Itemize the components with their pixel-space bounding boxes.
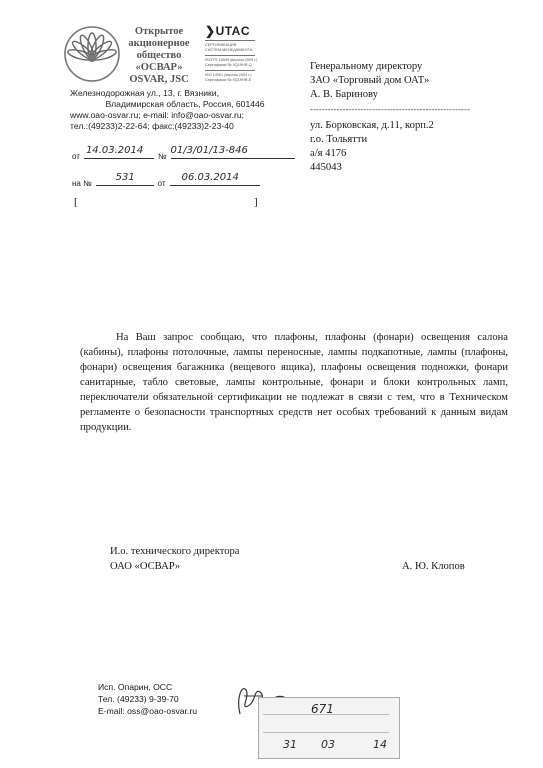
company-name-line: «ОСВАР»	[135, 62, 183, 73]
company-name-line: общество	[136, 50, 182, 61]
footer-email: E-mail: oss@oao-osvar.ru	[98, 706, 197, 716]
recipient-postcode: 445043	[310, 162, 342, 173]
divider	[205, 55, 255, 56]
divider	[263, 732, 389, 733]
footer-contact	[98, 681, 197, 717]
recipient-line: Генеральному директору	[310, 61, 423, 72]
reference-date: 06.03.2014	[181, 172, 239, 183]
sender-web-email: www.oao-osvar.ru; e-mail: info@oao-osvar.ru;	[70, 110, 244, 120]
recipient-address-line: а/я 4176	[310, 148, 347, 159]
sender-address-line: Железнодорожная ул., 13, г. Вязники,	[70, 88, 219, 98]
stamp-day: 31	[283, 738, 297, 751]
outgoing-registration	[72, 146, 302, 164]
signature-title	[110, 544, 240, 574]
recipient-line: А. В. Баринову	[310, 89, 378, 100]
divider	[205, 70, 255, 71]
signature-title-line: И.о. технического директора	[110, 546, 240, 557]
stamp-year: 14	[373, 738, 387, 751]
outgoing-date: 14.03.2014	[85, 145, 144, 156]
reference-from-label: от	[157, 179, 166, 188]
reference-number: 531	[115, 172, 135, 183]
stamp-number: 671	[311, 702, 334, 716]
utac-chevron-icon: ❯	[205, 24, 216, 38]
utac-line: СЕРТИФИКАЦИЯ	[205, 43, 237, 47]
footer-phone: Тел. (49233) 9-39-70	[98, 694, 179, 704]
recipient-line: ЗАО «Торговый дом ОАТ»	[310, 75, 430, 86]
company-name-line: Открытое	[134, 26, 184, 37]
body-paragraph: На Ваш запрос сообщаю, что плафоны, плафоны (фонари) освещения салона (кабины), плафоны потолочные, лампы переносные, лампы подкапотные, лампы (плафоны, фонари) освещения багажника (вещевого ящика), плафоны освещения подножки, фонари санитарные, табло световые, лампы контрольные, фонари и блоки контрольных ламп, переключатели обязательной сертификации не подлежат в связи с тем, что в Техническом регламенте о безопасности транспортных средств нет особых требований к данным видам продукции.	[80, 332, 508, 433]
subject-bracket-open: [	[74, 196, 78, 208]
signature-title-line: ОАО «ОСВАР»	[110, 561, 181, 572]
utac-line: Сертификат № 9Q19HR-Q	[205, 63, 252, 67]
recipient-block	[310, 60, 520, 175]
letter-body	[80, 330, 508, 435]
utac-brand: ❯UTAC	[205, 24, 250, 38]
recipient-address-line: г.о. Тольятти	[310, 134, 368, 145]
sender-address-block	[70, 88, 300, 132]
reference-prefix: на №	[72, 179, 92, 188]
outgoing-no-label: №	[157, 152, 167, 161]
company-name-line: OSVAR, JSC	[129, 74, 189, 85]
outgoing-from-label: от	[72, 152, 80, 161]
divider	[205, 40, 255, 41]
stamp-month: 03	[321, 738, 335, 751]
outgoing-number: 01/3/01/13-846	[170, 145, 248, 156]
sender-address-line: Владимирская область, Россия, 601446	[105, 99, 265, 109]
utac-line: ISO/TS 16949 (версия 2009 г.)	[205, 58, 258, 62]
reference-registration	[72, 173, 302, 191]
footer-executor: Исп. Опарин, ОСС	[98, 682, 173, 692]
recipient-address-line: ул. Борковская, д.11, корп.2	[310, 120, 434, 131]
utac-certification-block	[205, 24, 263, 83]
sender-phone-fax: тел.:(49233)2-22-64; факс:(49233)2-23-40	[70, 121, 234, 131]
recipient-dashes: ------------------------------------------------------	[310, 105, 471, 114]
utac-line: Сертификат № 9Q19HR-E	[205, 78, 252, 82]
incoming-registration-stamp	[258, 697, 400, 759]
utac-line: СИСТЕМ МЕНЕДЖМЕНТА	[205, 48, 253, 52]
utac-line: ISO 14001 (версия 2004 г.)	[205, 73, 252, 77]
company-name-line: акционерное	[128, 38, 190, 49]
company-name	[112, 26, 206, 86]
subject-bracket-close: ]	[254, 196, 258, 208]
signature-name: А. Ю. Клопов	[402, 561, 465, 572]
